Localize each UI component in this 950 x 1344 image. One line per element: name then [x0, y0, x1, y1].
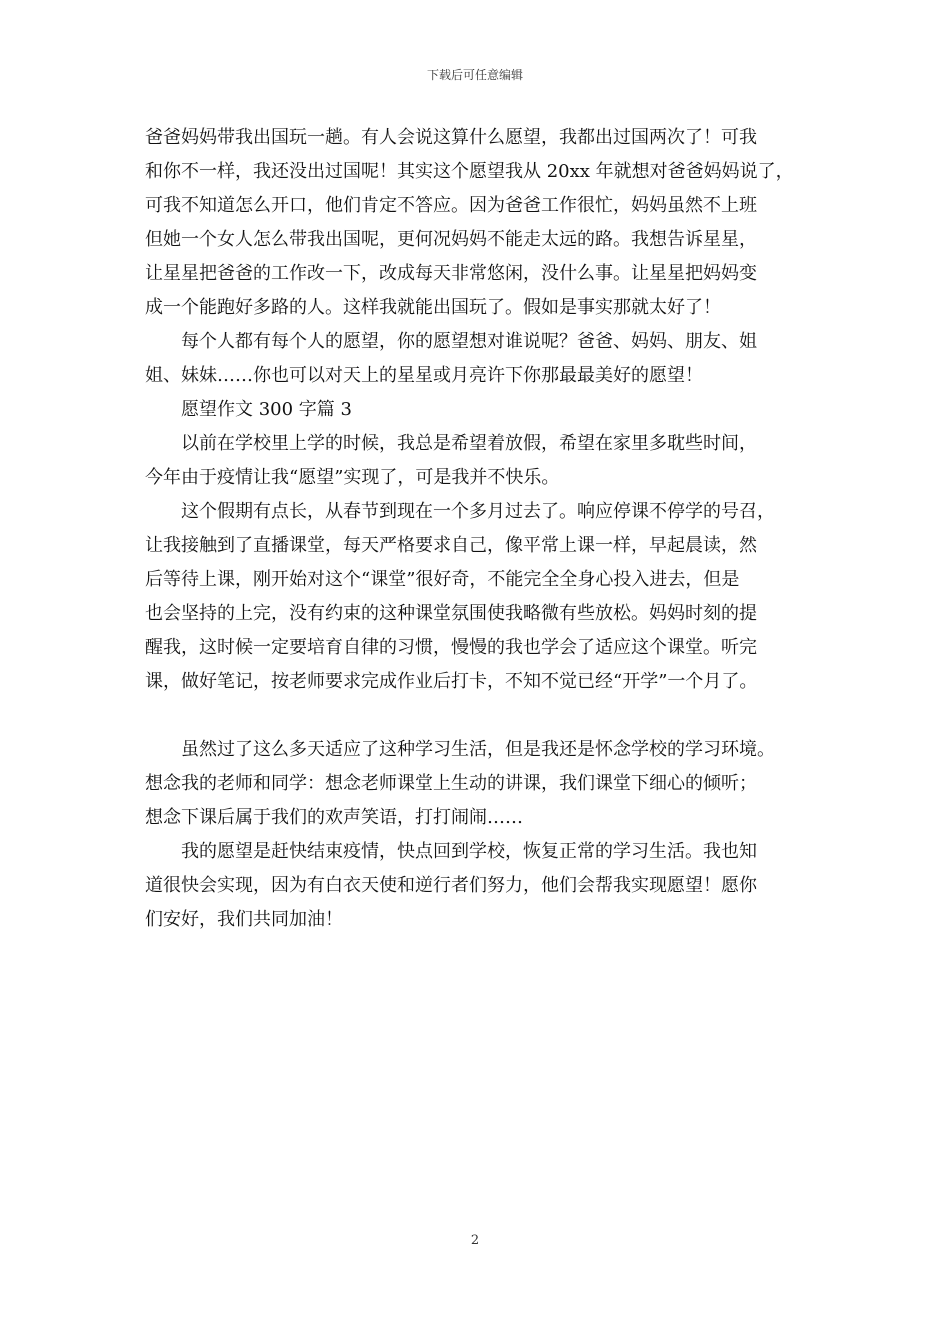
text-line: 愿望作文 300 字篇 3 — [181, 399, 352, 420]
text-line: 这个假期有点长，从春节到现在一个多月过去了。响应停课不停学的号召， — [181, 501, 775, 522]
paragraph — [145, 427, 820, 495]
text-line: 可我不知道怎么开口，他们肯定不答应。因为爸爸工作很忙，妈妈虽然不上班 — [145, 195, 757, 216]
text-line: 后等待上课，刚开始对这个“课堂”很好奇，不能完全全身心投入进去，但是 — [145, 569, 740, 590]
page-header: 下载后可任意编辑 — [426, 68, 523, 82]
document-body — [145, 121, 820, 937]
text-line: 姐、妹妹……你也可以对天上的星星或月亮许下你那最最美好的愿望！ — [145, 365, 703, 386]
text-line: 让我接触到了直播课堂，每天严格要求自己，像平常上课一样，早起晨读，然 — [145, 535, 757, 556]
paragraph — [145, 835, 820, 937]
text-line: 想念我的老师和同学：想念老师课堂上生动的讲课，我们课堂下细心的倾听； — [145, 773, 757, 794]
text-line: 们安好，我们共同加油！ — [145, 909, 343, 930]
page-number: 2 — [470, 1233, 480, 1248]
paragraph — [145, 733, 820, 835]
text-line: 成一个能跑好多路的人。这样我就能出国玩了。假如是事实那就太好了！ — [145, 297, 721, 318]
text-line: 想念下课后属于我们的欢声笑语，打打闹闹…… — [145, 807, 523, 828]
text-line: 和你不一样，我还没出过国呢！其实这个愿望我从 20xx 年就想对爸爸妈妈说了， — [145, 161, 794, 182]
text-line: 爸爸妈妈带我出国玩一趟。有人会说这算什么愿望，我都出过国两次了！可我 — [145, 127, 757, 148]
text-line: 以前在学校里上学的时候，我总是希望着放假，希望在家里多耽些时间， — [181, 433, 757, 454]
text-line: 今年由于疫情让我“愿望”实现了，可是我并不快乐。 — [145, 467, 560, 488]
paragraph — [145, 121, 820, 325]
text-line: 但她一个女人怎么带我出国呢，更何况妈妈不能走太远的路。我想告诉星星， — [145, 229, 757, 250]
text-line: 每个人都有每个人的愿望，你的愿望想对谁说呢？爸爸、妈妈、朋友、姐 — [181, 331, 757, 352]
text-line: 虽然过了这么多天适应了这种学习生活，但是我还是怀念学校的学习环境。 — [181, 739, 775, 760]
text-line: 醒我，这时候一定要培育自律的习惯，慢慢的我也学会了适应这个课堂。听完 — [145, 637, 757, 658]
paragraph — [145, 495, 820, 699]
paragraph-spacer — [145, 699, 820, 733]
paragraph — [145, 393, 820, 427]
text-line: 道很快会实现，因为有白衣天使和逆行者们努力，他们会帮我实现愿望！愿你 — [145, 875, 757, 896]
text-line: 课，做好笔记，按老师要求完成作业后打卡，不知不觉已经“开学”一个月了。 — [145, 671, 758, 692]
text-line: 也会坚持的上完，没有约束的这种课堂氛围使我略微有些放松。妈妈时刻的提 — [145, 603, 757, 624]
text-line: 我的愿望是赶快结束疫情，快点回到学校，恢复正常的学习生活。我也知 — [181, 841, 757, 862]
paragraph — [145, 325, 820, 393]
text-line: 让星星把爸爸的工作改一下，改成每天非常悠闲，没什么事。让星星把妈妈变 — [145, 263, 757, 284]
